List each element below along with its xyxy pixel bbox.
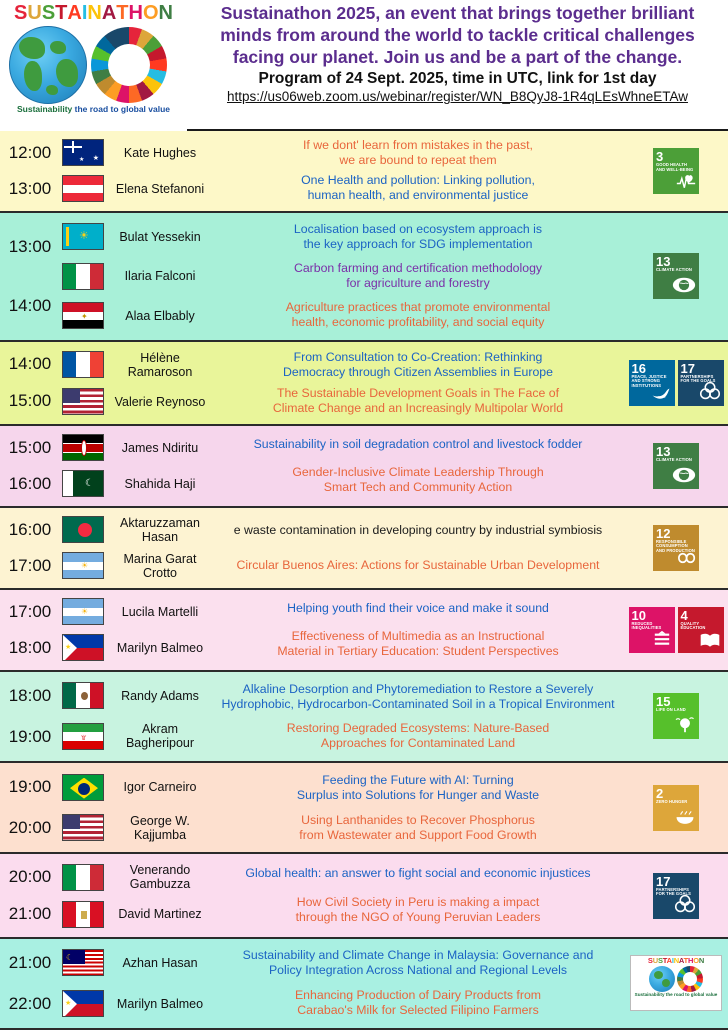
talk-list — [212, 854, 624, 936]
talk-title — [216, 465, 620, 495]
talk-list — [212, 508, 624, 588]
sdg-title: PARTNERSHIPS FOR THE GOALS — [680, 373, 716, 384]
talk-title — [216, 173, 620, 203]
speaker-list — [60, 939, 212, 1028]
schedule-row — [0, 672, 728, 763]
talk-list — [212, 590, 624, 670]
talk-title-line: through the NGO of Young Peruvian Leaders — [295, 909, 541, 924]
sdg-badge-4 — [678, 607, 724, 653]
logo-tagline-small: Sustainability the road to global value — [634, 992, 718, 998]
speaker — [62, 388, 210, 415]
speaker — [62, 263, 210, 290]
schedule-row — [0, 590, 728, 672]
sdg-book-icon — [699, 632, 721, 651]
sdg-title: CLIMATE ACTION — [656, 267, 692, 273]
time-slot — [0, 131, 60, 211]
sdg-badge-10 — [629, 607, 675, 653]
time-label: 21:00 — [8, 952, 52, 972]
flag-philippines-icon: ★ — [62, 634, 104, 661]
logo-artwork — [5, 25, 183, 105]
talk-title-line: Climate Change and an Increasingly Multipolar World — [272, 400, 564, 415]
talk-title-line: Localisation based on ecosystem approach is — [293, 222, 543, 237]
time-label: 19:00 — [8, 777, 52, 797]
talk-title-line: From Consultation to Co-Creation: Rethinking — [293, 349, 543, 364]
talk-title-line: Sustainability and Climate Change in Malaysia: Governance and — [242, 948, 594, 963]
time-label: 14:00 — [8, 296, 52, 315]
talk-title — [216, 813, 620, 843]
flag-mexico-icon — [62, 682, 104, 709]
sdg-badges — [624, 590, 728, 670]
time-slot — [0, 590, 60, 670]
sdg-bowl-icon — [674, 810, 696, 829]
talk-title-line: Restoring Degraded Ecosystems: Nature-Based — [286, 721, 550, 736]
flag-bangladesh-icon — [62, 516, 104, 543]
talk-list — [212, 131, 624, 211]
talk-title — [216, 222, 620, 252]
speaker-list — [60, 672, 212, 761]
time-label: 19:00 — [8, 726, 52, 746]
sdg-circles-icon — [699, 381, 721, 404]
talk-title — [216, 558, 620, 573]
flag-kazakhstan-icon: ☀ — [62, 223, 104, 250]
speaker-name: Bulat Yessekin — [119, 229, 201, 244]
talk-title — [216, 386, 620, 416]
talk-list — [212, 939, 624, 1028]
intro-line-1: Sustainathon 2025, an event that brings together brilliant — [220, 3, 695, 23]
sdg-badge-13 — [653, 253, 699, 299]
speaker — [62, 774, 210, 801]
sustainathon-logo-badge — [630, 955, 722, 1011]
talk-list — [212, 342, 624, 424]
time-label: 22:00 — [8, 993, 52, 1013]
flag-philippines-icon: ★ — [62, 990, 104, 1017]
flag-peru-icon — [62, 901, 104, 928]
sdg-dove-icon — [650, 383, 672, 404]
talk-title — [216, 866, 620, 881]
talk-list — [212, 672, 624, 761]
time-slot — [0, 939, 60, 1028]
talk-title-line: the key approach for SDG implementation — [303, 237, 533, 252]
speaker-name: Igor Carneiro — [123, 780, 197, 795]
time-slot — [0, 213, 60, 340]
speaker — [62, 901, 210, 928]
program-line: Program of 24 Sept. 2025, time in UTC, link for 1st day — [258, 70, 657, 87]
speaker-name: Marilyn Balmeo — [116, 640, 204, 655]
sdg-heartbeat-icon — [676, 173, 696, 192]
time-label: 20:00 — [8, 866, 52, 886]
schedule-row — [0, 939, 728, 1030]
time-label: 15:00 — [8, 437, 52, 457]
speaker — [62, 634, 210, 661]
time-label: 17:00 — [8, 555, 52, 575]
talk-title-line: Using Lanthanides to Recover Phosphorus — [301, 812, 535, 827]
sdg-title: GOOD HEALTH AND WELL-BEING — [656, 161, 694, 172]
flag-italy-icon — [62, 864, 104, 891]
speaker — [62, 139, 210, 166]
sdg-number: 12 — [656, 525, 671, 541]
schedule-row — [0, 763, 728, 854]
speaker-name: Kate Hughes — [123, 145, 197, 160]
talk-title — [216, 350, 620, 380]
logo-tagline — [17, 104, 170, 114]
poster-header — [0, 0, 728, 131]
flag-usa-icon — [62, 814, 104, 841]
talk-title — [216, 300, 620, 330]
talk-title-line: Smart Tech and Community Action — [323, 479, 513, 494]
speaker-list — [60, 131, 212, 211]
speaker-name: Ilaria Falconi — [124, 269, 196, 284]
speaker — [62, 949, 210, 976]
talk-title-line: Democracy through Citizen Assemblies in Europe — [283, 364, 553, 379]
sdg-number: 3 — [656, 148, 664, 164]
sdg-badges — [624, 131, 728, 211]
time-label: 14:00 — [8, 354, 52, 374]
speaker-name: Randy Adams — [121, 688, 199, 703]
speaker-name: Azhan Hasan — [122, 955, 198, 970]
sdg-title: QUALITY EDUCATION — [680, 620, 706, 631]
sdg-number: 2 — [656, 785, 664, 801]
schedule-row — [0, 508, 728, 590]
speaker-name: Valerie Reynoso — [114, 394, 206, 409]
speaker-name: James Ndiritu — [121, 440, 199, 455]
sdg-eye-globe-icon — [672, 276, 696, 297]
talk-title-line: we are bound to repeat them — [339, 153, 497, 168]
speaker-list — [60, 213, 212, 340]
talk-title-line: Enhancing Production of Dairy Products from — [294, 988, 542, 1003]
flag-france-icon — [62, 351, 104, 378]
time-slot — [0, 854, 60, 936]
talk-title-line: from Wastewater and Support Food Growth — [299, 827, 537, 842]
talk-title — [216, 138, 620, 168]
sdg-badges — [624, 854, 728, 936]
talk-title — [216, 523, 620, 538]
sdg-badges — [624, 763, 728, 852]
speaker-name: George W. Kajjumba — [130, 813, 190, 842]
speaker-list — [60, 508, 212, 588]
speaker-name: Alaa Elbably — [125, 308, 195, 323]
time-slot — [0, 342, 60, 424]
sdg-badge-13 — [653, 443, 699, 489]
talk-list — [212, 763, 624, 852]
talk-title-line: How Civil Society in Peru is making a impact — [296, 894, 540, 909]
sdg-number: 17 — [680, 360, 695, 376]
sdg-badge-15 — [653, 693, 699, 739]
talk-title — [216, 948, 620, 978]
sdg-eye-globe-icon — [672, 466, 696, 487]
speaker-name: Venerando Gambuzza — [129, 863, 191, 892]
logo-wordmark: SUSTAINATHON — [14, 2, 173, 24]
schedule-table — [0, 131, 728, 1030]
sdg-wheel-icon — [677, 966, 703, 992]
speaker-list — [60, 590, 212, 670]
talk-title — [216, 629, 620, 659]
speaker-name: Akram Bagheripour — [125, 722, 195, 751]
sdg-badges — [624, 213, 728, 340]
sdg-title: CLIMATE ACTION — [656, 456, 692, 462]
schedule-row — [0, 213, 728, 342]
talk-title — [216, 988, 620, 1018]
sdg-badges — [624, 939, 728, 1028]
sdg-number: 17 — [656, 873, 671, 889]
speaker-list — [60, 763, 212, 852]
talk-title-line: Approaches for Contaminated Land — [320, 736, 516, 751]
sdg-equal-arrows-icon — [652, 630, 672, 651]
time-label: 16:00 — [8, 473, 52, 493]
sdg-tree-birds-icon — [674, 716, 696, 737]
time-label: 12:00 — [8, 142, 52, 162]
sdg-badge-17 — [678, 360, 724, 406]
sdg-number: 15 — [656, 694, 671, 710]
time-label: 20:00 — [8, 818, 52, 838]
sdg-title: PEACE, JUSTICE AND STRONG INSTITUTIONS — [631, 373, 667, 389]
talk-title-line: Surplus into Solutions for Hunger and Waste — [296, 787, 540, 802]
sdg-title: PARTNERSHIPS FOR THE GOALS — [656, 886, 691, 897]
sdg-title: RESPONSIBLE CONSUMPTION AND PRODUCTION — [656, 538, 695, 554]
flag-kenya-icon — [62, 434, 104, 461]
sdg-badges — [624, 508, 728, 588]
talk-title-line: Policy Integration Across National and Regional Levels — [268, 963, 568, 978]
speaker — [62, 223, 210, 250]
sdg-badges — [624, 342, 728, 424]
speaker-name: Hélène Ramaroson — [127, 350, 193, 379]
talk-title-line: Global health: an answer to fight social and economic injustices — [245, 866, 591, 881]
header-text-block — [187, 0, 728, 129]
talk-title-line: Alkaline Desorption and Phytoremediation to Restore a Severely — [242, 681, 594, 696]
talk-title-line: Effectiveness of Multimedia as an Instructional — [291, 628, 545, 643]
flag-argentina-icon: ☀ — [62, 598, 104, 625]
schedule-row — [0, 426, 728, 508]
speaker-name: Marina Garat Crotto — [123, 551, 197, 580]
speaker-list — [60, 342, 212, 424]
sdg-title: LIFE ON LAND — [656, 707, 686, 713]
time-slot — [0, 672, 60, 761]
time-label: 18:00 — [8, 637, 52, 657]
flag-austria-icon — [62, 175, 104, 202]
flag-malaysia-icon: ☾ — [62, 949, 104, 976]
sdg-badge-2 — [653, 785, 699, 831]
time-label: 16:00 — [8, 519, 52, 539]
speaker — [62, 434, 210, 461]
talk-title-line: e waste contamination in developing country by industrial symbiosis — [233, 522, 603, 537]
talk-title-line: Circular Buenos Aires: Actions for Sustainable Urban Development — [236, 557, 600, 572]
speaker — [62, 351, 210, 379]
time-slot — [0, 763, 60, 852]
talk-list — [212, 213, 624, 340]
sdg-infinity-icon — [672, 550, 696, 569]
sdg-wheel-icon — [91, 27, 167, 103]
flag-brazil-icon — [62, 774, 104, 801]
sdg-badge-16 — [629, 360, 675, 406]
talk-title-line: Sustainability in soil degradation control and livestock fodder — [253, 437, 583, 452]
talk-title-line: Feeding the Future with AI: Turning — [322, 772, 514, 787]
talk-title — [216, 682, 620, 712]
talk-title-line: Gender-Inclusive Climate Leadership Through — [292, 464, 544, 479]
flag-usa-icon — [62, 388, 104, 415]
time-label: 21:00 — [8, 904, 52, 924]
talk-title-line: The Sustainable Development Goals in The Face of — [276, 385, 560, 400]
talk-title-line: Material in Tertiary Education: Student Perspectives — [277, 643, 559, 658]
time-label: 18:00 — [8, 686, 52, 706]
speaker — [62, 175, 210, 202]
speaker — [62, 552, 210, 580]
registration-link[interactable]: https://us06web.zoom.us/webinar/register/WN_B8QyJ8-1R4qLEsWhneETAw — [227, 89, 688, 104]
time-slot — [0, 508, 60, 588]
flag-pakistan-icon: ☾ — [62, 470, 104, 497]
speaker — [62, 863, 210, 891]
talk-title-line: One Health and pollution: Linking pollution, — [301, 173, 535, 188]
speaker-name: Shahida Haji — [124, 476, 196, 491]
speaker — [62, 990, 210, 1017]
logo-wordmark-small: SUSTAINATHON — [647, 956, 705, 966]
talk-title-line: Carabao's Milk for Selected Filipino Farmers — [297, 1003, 539, 1018]
speaker-name: Elena Stefanoni — [115, 181, 205, 196]
speaker-list — [60, 854, 212, 936]
talk-title — [216, 895, 620, 925]
time-slot — [0, 426, 60, 506]
talk-title-line: health, economic profitability, and social equity — [291, 315, 545, 330]
sdg-number: 13 — [656, 254, 671, 270]
talk-title-line: for agriculture and forestry — [346, 276, 490, 291]
sdg-title: REDUCED INEQUALITIES — [631, 620, 662, 631]
time-label: 15:00 — [8, 391, 52, 411]
speaker-name: Lucila Martelli — [121, 604, 199, 619]
sdg-number: 4 — [680, 607, 688, 623]
globe-icon — [649, 966, 675, 992]
talk-title — [216, 721, 620, 751]
talk-title — [216, 261, 620, 291]
speaker-name: Aktaruzzaman Hasan — [120, 515, 200, 544]
time-label: 17:00 — [8, 601, 52, 621]
talk-title-line: Helping youth find their voice and make it sound — [287, 601, 549, 616]
time-label: 13:00 — [8, 178, 52, 198]
speaker-list — [60, 426, 212, 506]
speaker — [62, 598, 210, 625]
speaker — [62, 814, 210, 842]
schedule-row — [0, 131, 728, 213]
speaker — [62, 682, 210, 709]
sdg-number: 10 — [631, 607, 646, 623]
flag-argentina-icon: ☀ — [62, 552, 104, 579]
sustainathon-logo — [0, 0, 187, 131]
talk-title-line: If we dont' learn from mistakes in the past, — [303, 138, 533, 153]
intro-line-2: minds from around the world to tackle critical challenges — [220, 25, 695, 45]
flag-italy-icon — [62, 263, 104, 290]
sdg-badge-3 — [653, 148, 699, 194]
globe-icon — [9, 26, 87, 104]
schedule-row — [0, 854, 728, 938]
sdg-circles-icon — [674, 894, 696, 917]
speaker — [62, 470, 210, 497]
sdg-badges — [624, 426, 728, 506]
sdg-badge-17 — [653, 873, 699, 919]
schedule-row — [0, 342, 728, 426]
sdg-number: 16 — [631, 360, 646, 376]
logo-tagline-blue: the road to global value — [72, 104, 171, 114]
talk-title-line: Hydrophobic, Hydrocarbon-Contaminated Soil in a Tropical Environment — [221, 696, 615, 711]
time-label: 13:00 — [8, 236, 52, 256]
flag-egypt-icon: ✦ — [62, 302, 104, 329]
talk-title-line: Agriculture practices that promote environmental — [285, 300, 551, 315]
talk-title-line: Carbon farming and certification methodology — [293, 261, 543, 276]
intro-line-3: facing our planet. Join us and be a part of the change. — [232, 47, 683, 67]
speaker — [62, 722, 210, 750]
logo-tagline-green: Sustainability — [16, 104, 73, 114]
speaker — [62, 302, 210, 329]
talk-title — [216, 601, 620, 616]
speaker — [62, 516, 210, 544]
flag-australia-icon: ★ ★ — [62, 139, 104, 166]
sdg-number: 13 — [656, 443, 671, 459]
speaker-name: David Martinez — [118, 907, 202, 922]
sdg-badges — [624, 672, 728, 761]
talk-title — [216, 773, 620, 803]
speaker-name: Marilyn Balmeo — [116, 996, 204, 1011]
sdg-badge-12 — [653, 525, 699, 571]
talk-title-line: human health, and environmental justice — [307, 188, 529, 203]
sdg-title: ZERO HUNGER — [656, 798, 688, 804]
talk-list — [212, 426, 624, 506]
talk-title — [216, 437, 620, 452]
flag-iran-icon: ۩ — [62, 723, 104, 750]
